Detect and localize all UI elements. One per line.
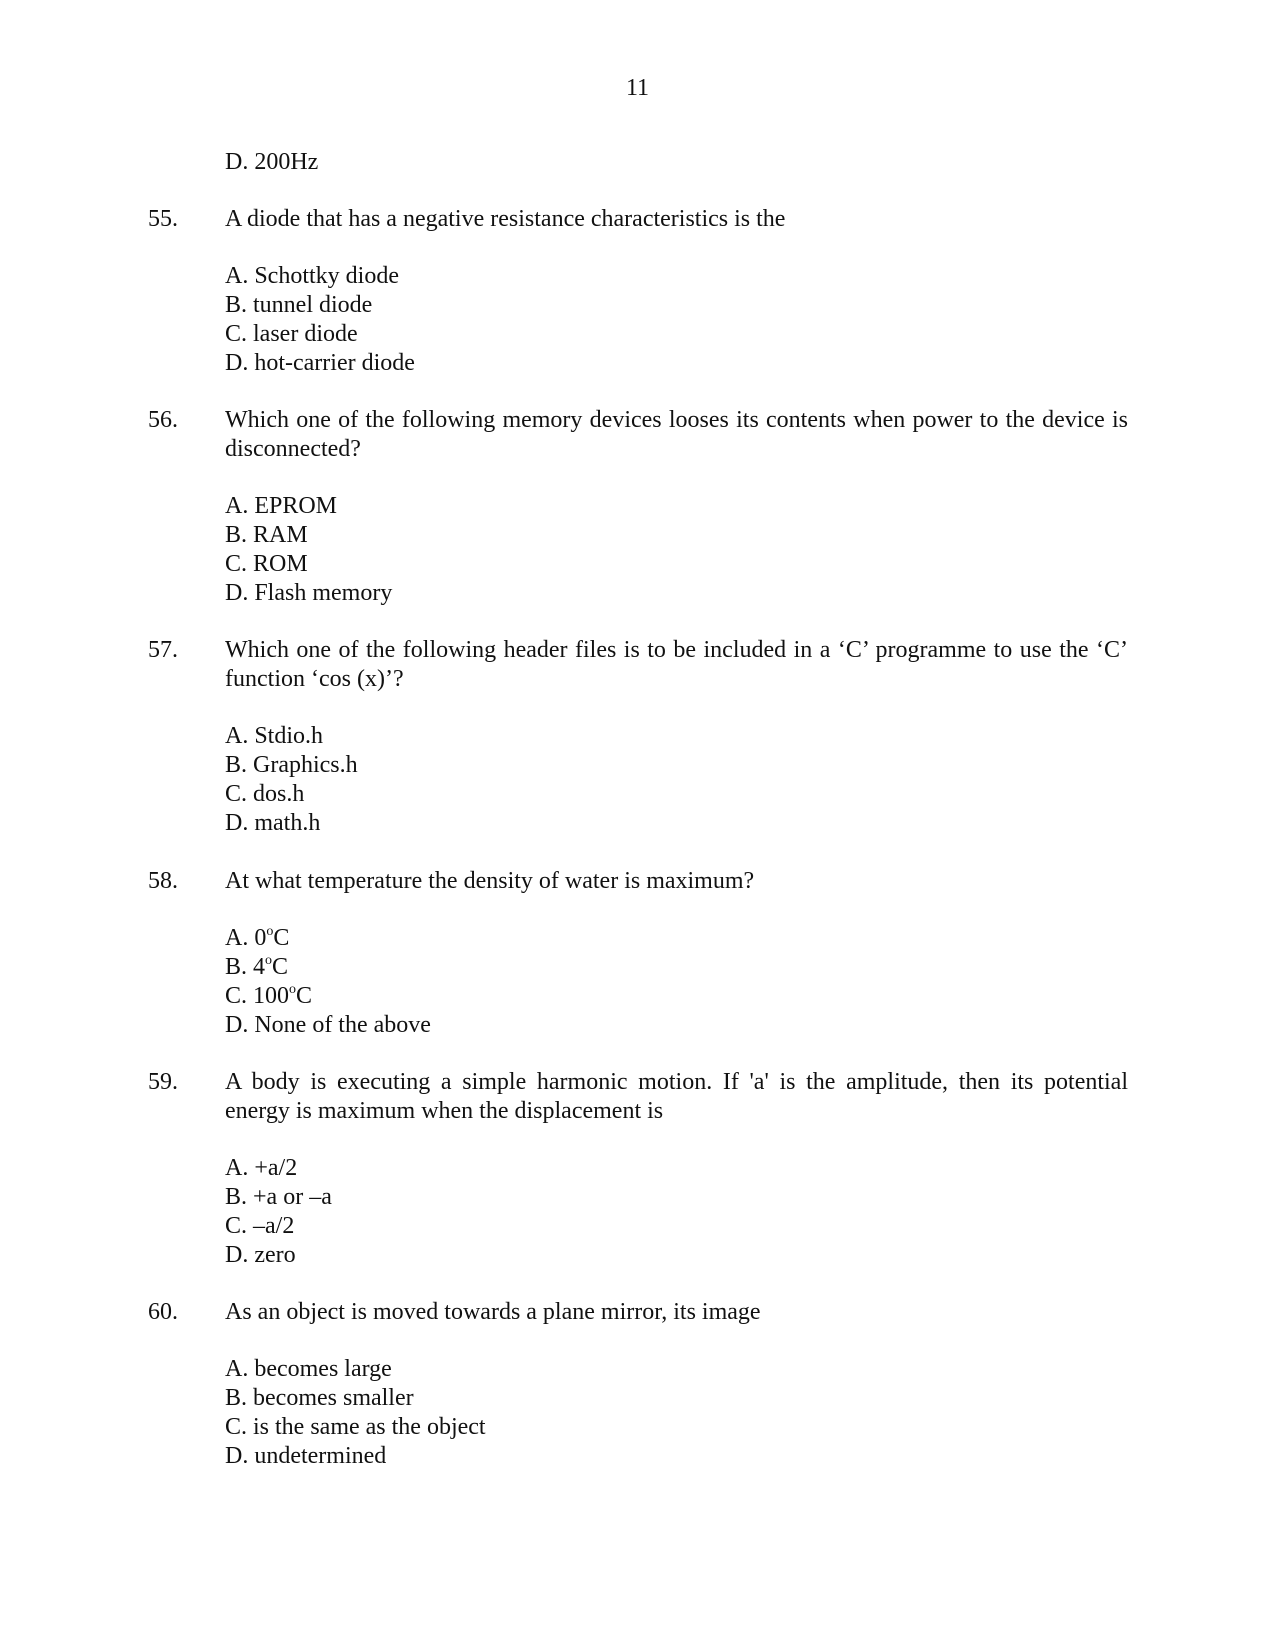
question-text: As an object is moved towards a plane mirror, its image — [225, 1299, 761, 1325]
option-list — [225, 492, 392, 608]
option-prefix: C. 100 — [225, 983, 290, 1009]
degree-superscript: o — [289, 982, 297, 997]
question-number: 58. — [148, 868, 178, 894]
question-text: A diode that has a negative resistance characteristics is the — [225, 206, 786, 232]
option-list — [225, 262, 415, 378]
option: D. undetermined — [225, 1443, 387, 1469]
degree-superscript: o — [266, 924, 274, 939]
question-number: 56. — [148, 407, 178, 433]
option: C. is the same as the object — [225, 1414, 486, 1440]
question-text: Which one of the following header files is to be included in a ‘C’ programme to use the ‘C’ function ‘cos (x)’? — [225, 637, 1128, 692]
option: C. dos.h — [225, 781, 305, 807]
carryover-option: D. 200Hz — [225, 149, 319, 175]
question-text: Which one of the following memory devices looses its contents when power to the device is disconnected? — [225, 407, 1128, 462]
option-suffix: C — [296, 983, 313, 1009]
option: C. ROM — [225, 551, 308, 577]
option: A. Stdio.h — [225, 723, 324, 749]
option: B. Graphics.h — [225, 752, 358, 778]
option: B. +a or –a — [225, 1184, 332, 1210]
option: B. becomes smaller — [225, 1385, 414, 1411]
option: C. –a/2 — [225, 1213, 295, 1239]
option: A. EPROM — [225, 493, 338, 519]
option — [225, 982, 431, 1011]
option: C. laser diode — [225, 321, 358, 347]
option: B. RAM — [225, 522, 308, 548]
option-list — [225, 1355, 486, 1471]
option-list — [225, 722, 358, 838]
option: D. zero — [225, 1242, 296, 1268]
option-suffix: C — [272, 954, 289, 980]
option-prefix: A. 0 — [225, 925, 267, 951]
option-list — [225, 1154, 332, 1270]
option: A. becomes large — [225, 1356, 392, 1382]
question-number: 59. — [148, 1069, 178, 1095]
option: A. Schottky diode — [225, 263, 399, 289]
option: D. hot-carrier diode — [225, 350, 415, 376]
option-prefix: B. 4 — [225, 954, 266, 980]
option: A. +a/2 — [225, 1155, 298, 1181]
question-number: 57. — [148, 637, 178, 663]
question-number: 60. — [148, 1299, 178, 1325]
option — [225, 924, 431, 953]
option: D. math.h — [225, 810, 321, 836]
option: D. Flash memory — [225, 580, 393, 606]
option: B. tunnel diode — [225, 292, 373, 318]
degree-superscript: o — [265, 953, 273, 968]
question-number: 55. — [148, 206, 178, 232]
question-text: A body is executing a simple harmonic motion. If 'a' is the amplitude, then its potential energy is maximum when the displacement is — [225, 1069, 1128, 1124]
option — [225, 953, 431, 982]
page-number: 11 — [625, 75, 650, 101]
option-suffix: C — [273, 925, 290, 951]
option-list — [225, 924, 431, 1040]
question-text: At what temperature the density of water is maximum? — [225, 868, 755, 894]
option: D. None of the above — [225, 1012, 431, 1038]
